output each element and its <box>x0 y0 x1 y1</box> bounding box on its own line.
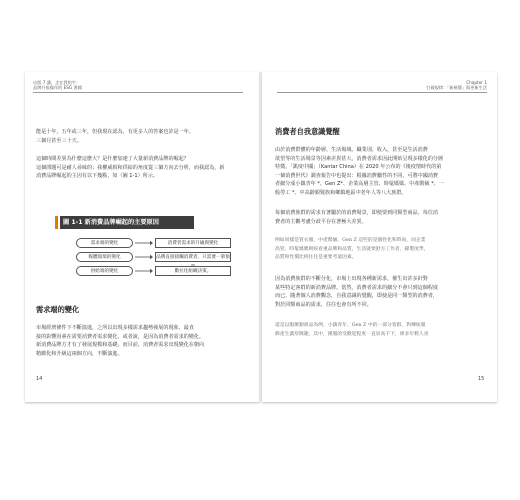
left-header-line2: 品牌升級操作的 ESG 書籍 <box>33 85 82 91</box>
text-line: 者細分成小鎮青年 *、Gen Z*、企業高層主管、時髦媽媽、中產階級 *、一 <box>275 181 444 188</box>
text-line: 某些特定客群的新消費品牌。當然，消費者需求的細分不會只到這個程度 <box>275 284 439 291</box>
figure-title-text: 圖 1-1 新消費品牌崛起的主要原因 <box>63 219 159 226</box>
right-header-line2: 打破規律：「新極簡」與更新生活 <box>426 85 487 91</box>
figure-row <box>76 252 246 262</box>
text-line: 接的影響因素在需要消費者需求變化，或者說，是因為消費者需求的變化。 <box>36 333 205 340</box>
right-example-note-2 <box>275 322 487 339</box>
text-line: 能是十年，五年或三年，但我現在認為，有更多人的答案也許是一年、 <box>36 129 194 135</box>
arrow-right-icon <box>135 268 153 274</box>
right-paragraph-3 <box>275 275 487 309</box>
right-header-line1: Chapter 1 <box>466 80 487 85</box>
text-line: 精緻化和升級這兩個方向，不斷演進。 <box>36 350 123 357</box>
figure-title <box>60 216 194 229</box>
text-line: 高管，時髦媽媽則較看重品牌和品質，生活就要舒方工作者，錄製度學， <box>275 246 429 252</box>
text-line: 而已，隨著個人消費觀念，自我意識的覺醒，即使是同一類型的消費者， <box>275 293 439 300</box>
figure-row <box>76 238 246 248</box>
figure-title-accent <box>55 216 58 229</box>
left-paragraph-2 <box>36 155 248 181</box>
text-line: 欲望等的生活場景等因素差異甚大，消費者需求因此開始呈現多樣化的分層 <box>275 155 444 162</box>
figure-cause: 媒體環境的變化 <box>76 252 133 262</box>
left-header-rule <box>33 92 243 93</box>
text-line: 市場經濟條件下不斷演進，之所以出現多樣需求趨勢發展的現象，最直 <box>36 325 194 331</box>
text-line: 般勞工 *、中高齡銀髮族和鄉鎮地區中老年人等八大族群。 <box>275 189 407 196</box>
text-line: 費者的主觀考慮分歧平存在著極大差異。 <box>275 218 367 225</box>
right-paragraph-2 <box>275 209 487 226</box>
left-paragraph-1 <box>36 128 248 145</box>
left-header-line1: 出版 7 講，走在我的牛： <box>33 80 81 85</box>
figure-row <box>76 266 246 276</box>
arrow-right-icon <box>135 254 153 260</box>
right-example-note <box>275 237 487 263</box>
arrow-right-icon <box>135 240 153 246</box>
figure-result: 數位化組織決策。 <box>155 266 231 276</box>
text-line: 這個時間差異為什麼這麼大？是什麼加速了大量新消費品牌的崛起？ <box>36 156 189 162</box>
text-line: 每個消費族群的需求有著屬於的消費場景，即便要到同類型商品，每位消 <box>275 210 439 216</box>
text-line: 三個月甚至三十天。 <box>36 137 82 144</box>
right-header-rule <box>277 92 487 93</box>
text-line: 還是以服飾類商品為例，小鎮青年、Gen Z 中的一部分客群，對傳統服 <box>275 323 426 328</box>
figure-result: 消費者需求的升級與變化 <box>155 238 231 248</box>
text-line: 例如同樣是買衣服，中產階級、Gen Z 這些的是個性化和時尚，而企業 <box>275 238 426 243</box>
left-section-heading: 需求端的變化 <box>36 305 80 314</box>
text-line: 飾產生濃厚興趣，其中，漢服的受歡迎程度一直居高不下，係多年輕人喜 <box>275 331 429 337</box>
figure-cause: 需求端的變化 <box>76 238 133 248</box>
right-running-header <box>277 80 487 93</box>
figure-result: 品牌直接接觸消費者、只需要一筆預 <box>155 252 231 262</box>
text-line: 品質和性價比則往往是重要考量因素。 <box>275 255 357 261</box>
text-line: 一個消費世代》調查報告中也提出：根據消費屬性的不同，可將中國消費 <box>275 172 439 179</box>
left-page-number: 14 <box>36 376 43 382</box>
right-paragraph-1 <box>275 146 487 198</box>
text-line: 這個問題可是耐人尋味的；我權威相和供給的角度從三個方向去分析，而我認為，新 <box>36 164 225 171</box>
text-line: 新消費品牌方才有了發展規模和基礎，而目前，消費者需求出現變化在朝向 <box>36 342 205 349</box>
text-line: 特徵。「凱度中國」（Kantar China）在 2020 年公布的《後疫情時代的第 <box>275 164 442 171</box>
text-line: 消費品牌崛起的主因有以下幾點，如（圖 1-1）所示。 <box>36 173 159 180</box>
text-line: 對於同類商品的需求，往往也會有所不同。 <box>275 301 372 308</box>
figure-cause: 供給端的變化 <box>76 266 133 276</box>
text-line: 由於消費群體的年齡層、生活場域、職業別、收入，甚至是生活消費 <box>275 147 428 153</box>
text-line: 因為消費族群的不斷分化，市場上出現各種新需求，催生出許多針對 <box>275 276 428 282</box>
right-page-number: 15 <box>478 376 485 382</box>
right-section-heading: 消費者自我意識覺醒 <box>275 127 340 136</box>
left-paragraph-3 <box>36 324 248 358</box>
left-running-header <box>33 80 243 93</box>
